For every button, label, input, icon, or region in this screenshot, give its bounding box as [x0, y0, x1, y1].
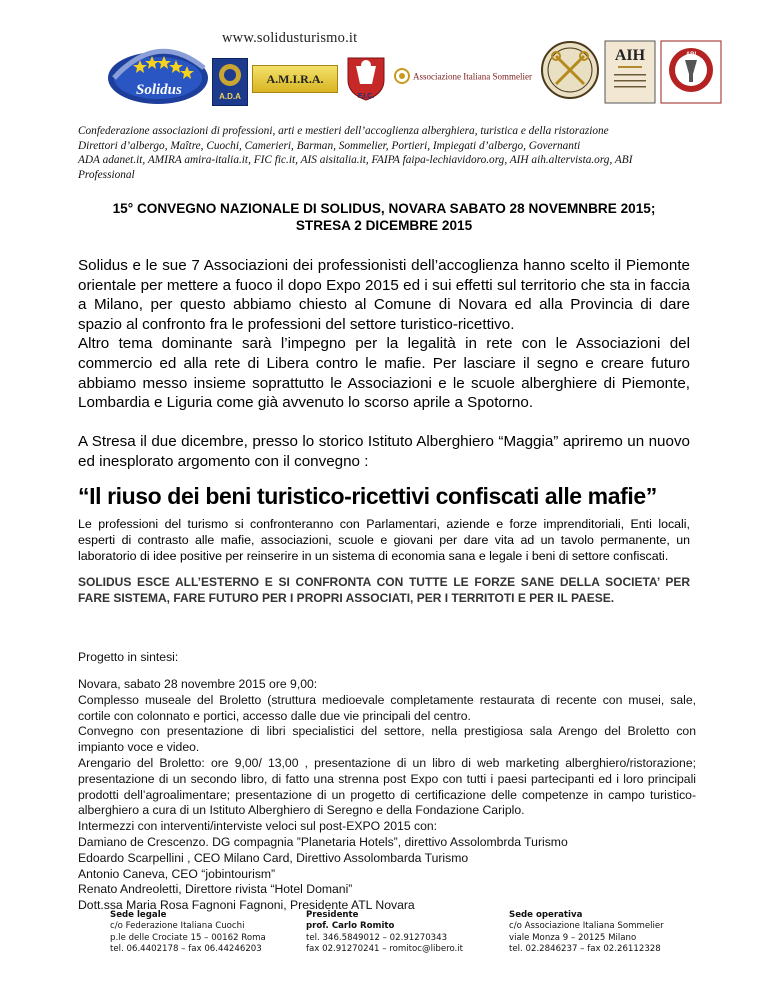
speaker-item: Renato Andreoletti, Direttore rivista “Hotel Domani” [78, 882, 353, 897]
footer-line: viale Monza 9 – 20125 Milano [509, 932, 637, 943]
solidus-logo [106, 38, 210, 106]
confederation-line: ADA adanet.it, AMIRA amira-italia.it, FIC fic.it, AIS aisitalia.it, FAIPA faipa-lechiavidoro.org, AIH aih.altervista.org, ABI [78, 154, 633, 167]
ada-logo-text: A.D.A [219, 92, 241, 101]
footer-line: tel. 346.5849012 – 02.91270343 [306, 932, 448, 943]
keys-logo [540, 40, 600, 100]
convegno-description: Le professioni del turismo si confronteranno con Parlamentari, aziende e forze imprenditoriali, Enti locali, esperti di contrasto alle mafie, associazioni, scuole e giovani per dare vita ad un tavolo permanente, un laboratorio di idee positive per reinserire in un sistema di economia sana e legale i beni di settore confiscati. [78, 517, 690, 564]
legality-paragraph: Altro tema dominante sarà l’impegno per la legalità in rete con le Associazioni del commercio ed alla rete di Libera contro le mafie. Per lasciare il segno e creare futuro abbiamo messo insieme soprattutto le Associazioni e le scuole alberghiere di Piemonte, Lombardia e Liguria come già avvenuto lo scorso aprile a Spotorno. [78, 335, 690, 412]
footer-heading: Presidente [306, 910, 359, 920]
title-line: STRESA 2 DICEMBRE 2015 [295, 218, 473, 233]
speaker-item: Antonio Caneva, CEO “jobintourism” [78, 866, 276, 881]
footer-line: tel. 02.2846237 – fax 02.26112328 [509, 943, 661, 954]
speaker-item: Dott.ssa Maria Rosa Fagnoni Fagnoni, Presidente ATL Novara [78, 898, 415, 913]
title-line: 15° CONVEGNO NAZIONALE DI SOLIDUS, NOVARA SABATO 28 NOVEMNBRE 2015; [112, 201, 656, 216]
sintesi-label: Progetto in sintesi: [78, 650, 179, 664]
footer-presidente [306, 910, 463, 955]
amira-logo: A.M.I.R.A. [252, 65, 338, 93]
footer-line: c/o Federazione Italiana Cuochi [110, 921, 245, 932]
president-name: prof. Carlo Romito [306, 921, 395, 932]
document-title [78, 200, 690, 234]
ada-logo [212, 58, 248, 106]
footer-heading: Sede operativa [509, 910, 583, 920]
aih-logo [604, 40, 656, 104]
convegno-title: “Il riuso dei beni turistico-ricettivi confiscati alle mafie” [78, 483, 657, 509]
fic-logo [344, 54, 388, 102]
fic-logo-text: F.I.C. [357, 93, 375, 100]
footer-line: tel. 06.4402178 – fax 06.44246203 [110, 943, 262, 954]
solidus-statement: SOLIDUS ESCE ALL’ESTERNO E SI CONFRONTA CON TUTTE LE FORZE SANE DELLA SOCIETA’ PER FARE SISTEMA, FARE FUTURO PER I PROPRI ASSOCIATI, PER I TERRITOTI E PER IL PAESE. [78, 575, 690, 605]
confederation-line: Confederazione associazioni di professioni, arti e mestieri dell’accoglienza alberghiera, turistica e della ristorazione [78, 125, 609, 137]
aih-logo-text: AIH [614, 47, 646, 64]
program-intermezzi: Intermezzi con interventi/interviste veloci sul post-EXPO 2015 con: [78, 819, 438, 834]
footer-sede-legale [110, 910, 266, 955]
program-convegno: Convegno con presentazione di libri specialistici del settore, nella prestigiosa sala Arengo del Broletto con impianto voce e video. [78, 724, 696, 755]
program-date: Novara, sabato 28 novembre 2015 ore 9,00: [78, 677, 318, 691]
footer-line: p.le delle Crociate 15 – 00162 Roma [110, 932, 266, 943]
solidus-logo-text: Solidus [136, 82, 182, 98]
ais-logo-text: Associazione Italiana Sommelier [413, 71, 532, 82]
stresa-paragraph: A Stresa il due dicembre, presso lo storico Istituto Alberghiero “Maggia” apriremo un nuovo ed inesplorato argomento con il convegno : [78, 433, 690, 470]
confederation-line: Professional [78, 168, 135, 181]
confederation-info [78, 124, 718, 182]
abi-logo [660, 40, 722, 104]
program-complex: Complesso museale del Broletto (struttura medioevale completamente restaurata di recente con musei, sale, cortile con colonnato e portici, accesso dalle due vie principali del centro. [78, 692, 696, 723]
intro-paragraphs [78, 256, 690, 413]
speaker-item: Damiano de Crescenzo. DG compagnia ”Planetaria Hotels”, direttivo Assolombrda Turismo [78, 834, 568, 849]
association-logos [0, 0, 768, 120]
ais-logo [392, 64, 532, 88]
speaker-item: Edoardo Scarpellini , CEO Milano Card, Direttivo Assolombarda Turismo [78, 850, 469, 865]
website-url[interactable]: www.solidusturismo.it [222, 30, 358, 46]
intro-paragraph: Solidus e le sue 7 Associazioni dei professionisti dell’accoglienza hanno scelto il Piemonte orientale per mettere a fuoco il dopo Expo 2015 ed i sui effetti sul territorio che sta in faccia a Milano, per questo abbiamo chiesto al Comune di Novara ed alla Provincia di dare spazio al confronto fra le professioni del settore turistico-ricettivo. [78, 257, 690, 333]
abi-logo-text: ABI [685, 52, 697, 58]
footer-email-line[interactable]: fax 02.91270241 – romitoc@libero.it [306, 943, 464, 954]
confederation-line: Direttori d’albergo, Maître, Cuochi, Camerieri, Barman, Sommelier, Portieri, Impiegati d’albergo, Governanti [78, 139, 581, 152]
program-details [78, 677, 698, 914]
footer-heading: Sede legale [110, 910, 167, 920]
footer-sede-operativa [509, 910, 664, 955]
program-arengario: Arengario del Broletto: ore 9,00/ 13,00 , presentazione di un libro di web marketing alberghiero/ristorazione; presentazione di un secondo libro, di fatto una strenna post Expo con tutti i paesi partecipanti ed i loro principali prodotti dell’agroalimentare; presentazione di un progetto di certificazione delle competenze in campo turistico-alberghiero a cura di un Istituto Alberghiero di Seregno e della Fondazione Cariplo. [78, 755, 696, 818]
footer-line: c/o Associazione Italiana Sommelier [509, 921, 664, 932]
